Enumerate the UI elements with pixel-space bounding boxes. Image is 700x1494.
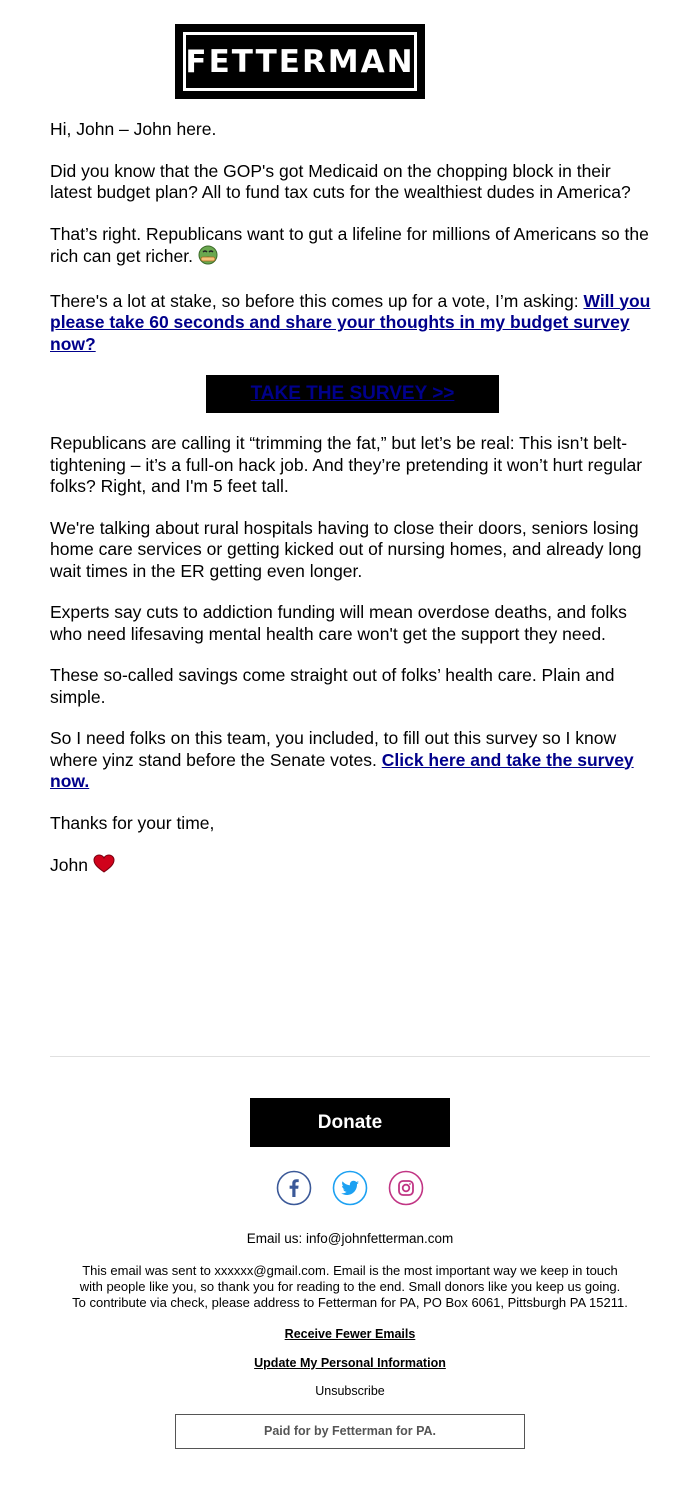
unsubscribe-link[interactable]: Unsubscribe [315, 1384, 385, 1398]
donate-button[interactable]: Donate [250, 1098, 450, 1147]
fine-print-line-3: To contribute via check, please address to Fetterman for PA, PO Box 6061, Pittsburgh PA 15211. [72, 1295, 628, 1310]
paragraph-savings: These so-called savings come straight out of folks’ health care. Plain and simple. [50, 665, 615, 707]
greeting: Hi, John – John here. [50, 119, 217, 139]
paragraph-experts: Experts say cuts to addiction funding will mean overdose deaths, and folks who need lifesaving mental health care won't get the support they need. [50, 602, 627, 644]
click-here-survey-link[interactable]: Click here and take the survey now. [50, 749, 634, 791]
receive-fewer-emails-link[interactable]: Receive Fewer Emails [284, 1327, 416, 1341]
fine-print-line-2: with people like you, so thank you for reading to the end. Small donors like you keep us going. [79, 1279, 621, 1294]
instagram-link[interactable] [388, 1170, 424, 1206]
twitter-icon [332, 1170, 368, 1206]
signoff: Thanks for your time, [50, 812, 215, 833]
twitter-link[interactable] [332, 1170, 368, 1206]
update-personal-info-link[interactable]: Update My Personal Information [254, 1356, 446, 1370]
nauseated-face-icon [198, 245, 218, 271]
instagram-icon [388, 1170, 424, 1206]
facebook-icon [276, 1170, 312, 1206]
email-us-line: Email us: info@johnfetterman.com [246, 1231, 454, 1246]
fetterman-logo[interactable] [175, 24, 425, 99]
logo-text: FETTERMAN [185, 43, 415, 80]
logo-frame [183, 32, 417, 91]
paragraph-ask [50, 291, 655, 356]
paragraph-trimming: Republicans are calling it “trimming the fat,” but let’s be real: This isn’t belt-tightening – it’s a full-on hack job. And they’re pretending it won’t hurt regular folks? Right, and I'm 5 feet tall. [50, 433, 643, 496]
paragraph-rich [50, 224, 655, 271]
signature-line [50, 854, 655, 880]
heart-icon [93, 854, 115, 880]
footer-divider [50, 1056, 650, 1057]
paragraph-hospitals: We're talking about rural hospitals having to close their doors, seniors losing home care services or getting kicked out of nursing homes, and already long wait times in the ER getting even longer. [50, 517, 642, 581]
fewer-emails-line [0, 1326, 700, 1341]
signature: John [50, 855, 88, 875]
paragraph-rich-text: That’s right. Republicans want to gut a lifeline for millions of Americans so the rich can get richer. [50, 223, 649, 266]
paragraph-fill-out-text: So I need folks on this team, you included, to fill out this survey so I know where yinz stand before the Senate votes. [50, 728, 617, 770]
paragraph-fill-out [50, 728, 655, 793]
survey-link[interactable]: Will you please take 60 seconds and share your thoughts in my budget survey now? [50, 290, 651, 354]
update-info-line [0, 1355, 700, 1370]
paragraph-ask-text: There's a lot at stake, so before this comes up for a vote, I’m asking: [50, 290, 584, 311]
facebook-link[interactable] [276, 1170, 312, 1206]
paid-for-disclaimer: Paid for by Fetterman for PA. [175, 1414, 525, 1449]
paragraph-medicaid: Did you know that the GOP's got Medicaid on the chopping block in their latest budget plan? All to fund tax cuts for the wealthiest dudes in America? [50, 160, 631, 202]
fine-print-line-1: This email was sent to xxxxxx@gmail.com. Email is the most important way we keep in touch [82, 1263, 618, 1278]
take-survey-button[interactable]: TAKE THE SURVEY >> [206, 375, 499, 413]
email-body [50, 119, 655, 900]
